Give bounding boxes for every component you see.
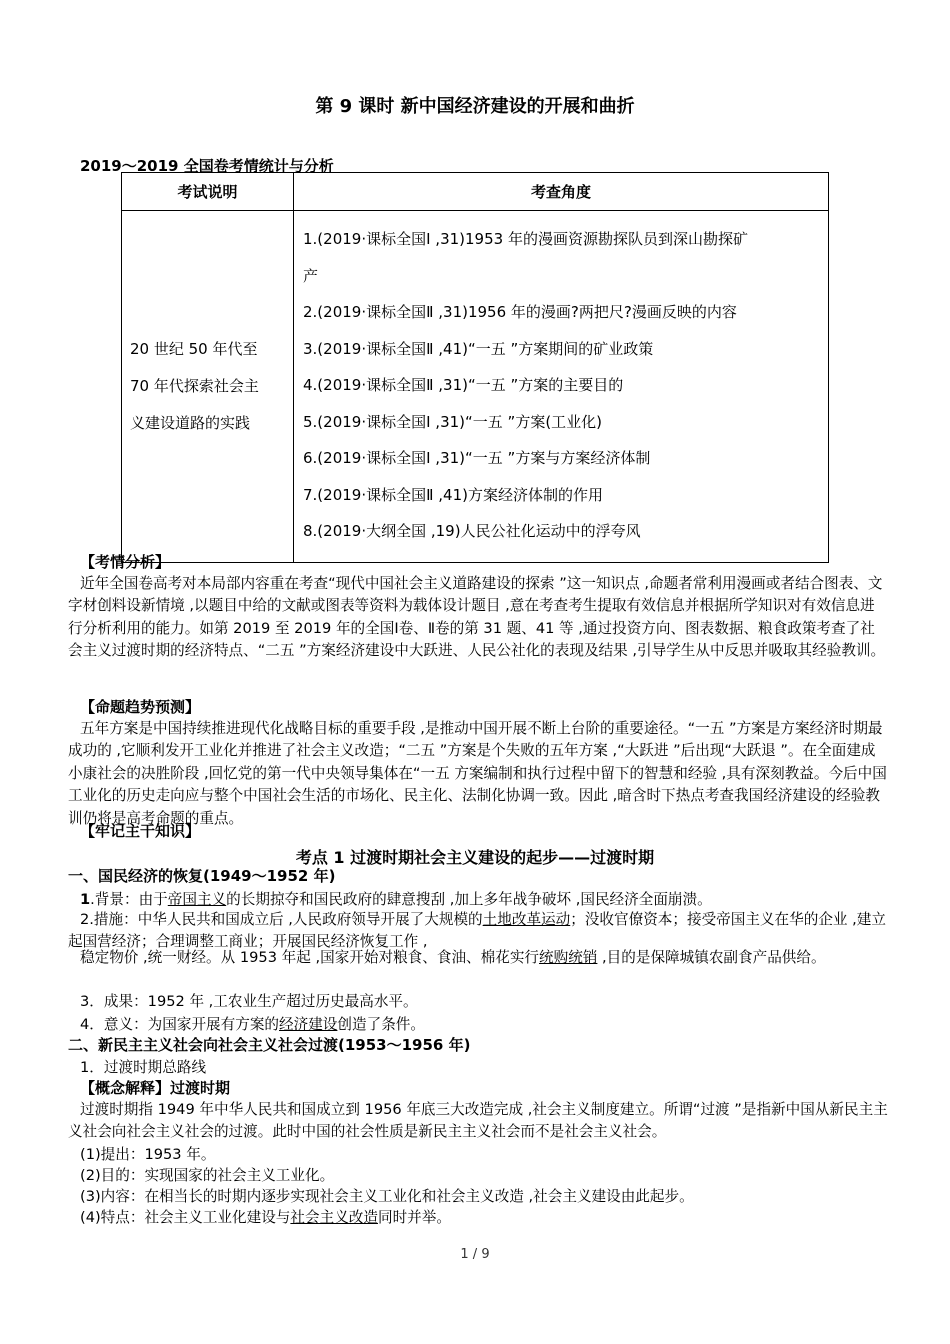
table-caption: 2019～2019 全国卷考情统计与分析 [80,157,334,175]
page-title: 第 9 课时 新中国经济建设的开展和曲折 [315,96,635,117]
angle-item: 产 [303,266,319,285]
exam-description-cell [122,211,294,563]
angle-item: 1.(2019·课标全国Ⅰ ,31)1953 年的漫画资源勘探队员到深山勘探矿 [303,230,748,248]
point-proposed: (1)提出：1953 年。 [80,1146,216,1163]
knowledge-heading: 【牢记主干知识】 [80,822,201,840]
analysis-heading: 【考情分析】 [80,553,171,571]
section-heading-transition: 二、新民主主义社会向社会主义社会过渡(1953～1956 年) [68,1036,471,1054]
trend-heading: 【命题趋势预测】 [80,698,201,716]
trend-paragraph: 五年方案是中国持续推进现代化战略目标的重要手段 ,是推动中国开展不断上台阶的重要途径。“一五 ”方案是方案经济时期最成功的 ,它顺利发开工业化并推进了社会主义改造；“二五 ”方案是个失败的五年方案 ,“大跃进 ”后出现“大跃退 ”。在全面建成小康社会的决胜阶段 ,回忆党的第一代中央领导集体在“一五 方案编制和执行过程中留下的智慧和经验 ,具有深刻教益。今后中国工业化的历史走向应与整个中国社会生活的市场化、民主化、法制化协调一致。因此 ,暗含时下热点考查我国经济建设的经验教训仍将是高考命题的重点。 [68,720,887,827]
feature-text: 同时并举。 [377,1209,451,1226]
angle-item: 2.(2019·课标全国Ⅱ ,31)1956 年的漫画?两把尺?漫画反映的内容 [303,303,737,321]
angle-item: 4.(2019·课标全国Ⅱ ,31)“一五 ”方案的主要目的 [303,376,624,394]
point-feature [80,1206,451,1227]
concept-heading: 【概念解释】过渡时期 [80,1079,231,1097]
analysis-paragraph: 近年全国卷高考对本局部内容重在考查“现代中国社会主义道路建设的探索 ”这一知识点 ,命题者常利用漫画或者结合图表、文字材创料设新情境 ,以题目中给的文献或图表等资料为载体设计题目 ,意在考查考生提取有效信息并根据所学知识对有效信息进行分析利用的能力。如第 2019 至 2019 年的全国Ⅰ卷、Ⅱ卷的第 31 题、41 等 ,通过投资方向、图表数据、粮食政策考查了社会主义过渡时期的经济特点、“二五 ”方案经济建设中大跃进、人民公社化的表现及结果 ,引导学生从中反思并吸取其经验教训。 [68,575,886,660]
description-line: 20 世纪 50 年代至 [130,339,258,358]
significance-line [80,1013,425,1034]
description-line: 70 年代探索社会主 [130,376,259,395]
significance-text: 4．意义：为国家开展有方案的 [80,1016,280,1033]
measures-text: 2.措施：中华人民共和国成立后 ,人民政府领导开展了大规模的 [80,911,483,928]
significance-text: 创造了条件。 [337,1016,425,1033]
table-header-row [122,173,829,211]
result-line: 3．成果：1952 年 ,工农业生产超过历史最高水平。 [80,993,418,1010]
concept-paragraph: 过渡时期指 1949 年中华人民共和国成立到 1956 年底三大改造完成 ,社会主义制度建立。所谓“过渡 ”是指新中国从新民主主义社会向社会主义社会的过渡。此时中国的社会性质是新民主主义社会而不是社会主义社会。 [68,1101,888,1141]
stabilize-text: 稳定物价 ,统一财经。从 1953 年起 ,国家开始对粮食、食油、棉花实行 [80,949,540,966]
measures-text: ；没收官僚资本；接受帝国主义在华的企业 ,建立起国营经济；合理调整工商业；开展国民经济恢复工作 , [68,911,886,951]
section-heading-recovery: 一、国民经济的恢复(1949～1952 年) [68,867,336,885]
header-exam-description: 考试说明 [122,173,294,211]
angle-item: 6.(2019·课标全国Ⅰ ,31)“一五 ”方案与方案经济体制 [303,449,651,467]
point-purpose: (2)目的：实现国家的社会主义工业化。 [80,1167,335,1184]
stabilize-text: ,目的是保障城镇农副食产品供给。 [597,949,826,966]
section-title-kaodian-1: 考点 1 过渡时期社会主义建设的起步——过渡时期 [295,848,655,867]
stabilize-paragraph [68,947,888,969]
exam-angle-cell [294,211,829,563]
underlined-term: 土地改革运动 [482,911,571,928]
general-line-item: 1．过渡时期总路线 [80,1059,207,1076]
description-line: 义建设道路的实践 [130,413,251,432]
feature-text: (4)特点：社会主义工业化建设与 [80,1209,291,1226]
underlined-term: 统购统销 [539,949,598,966]
exam-statistics-table [121,172,829,563]
background-number: 1 [80,891,91,908]
page-number: 1 / 9 [460,1247,490,1262]
angle-item: 7.(2019·课标全国Ⅱ ,41)方案经济体制的作用 [303,485,603,504]
underlined-term: 帝国主义 [167,891,227,908]
table-row [122,211,829,563]
angle-item: 3.(2019·课标全国Ⅱ ,41)“一五 ”方案期间的矿业政策 [303,339,654,358]
background-text: 的长期掠夺和国民政府的肆意搜刮 ,加上多年战争破坏 ,国民经济全面崩溃。 [226,891,712,908]
underlined-term: 社会主义改造 [290,1209,378,1226]
background-text: .背景：由于 [90,891,168,908]
angle-item: 5.(2019·课标全国Ⅰ ,31)“一五 ”方案(工业化) [303,412,603,431]
point-content: (3)内容：在相当长的时期内逐步实现社会主义工业化和社会主义改造 ,社会主义建设由此起步。 [80,1188,694,1205]
background-line [80,888,712,909]
underlined-term: 经济建设 [279,1016,338,1033]
angle-item: 8.(2019·大纲全国 ,19)人民公社化运动中的浮夸风 [303,522,641,540]
header-exam-angle: 考查角度 [294,173,829,211]
